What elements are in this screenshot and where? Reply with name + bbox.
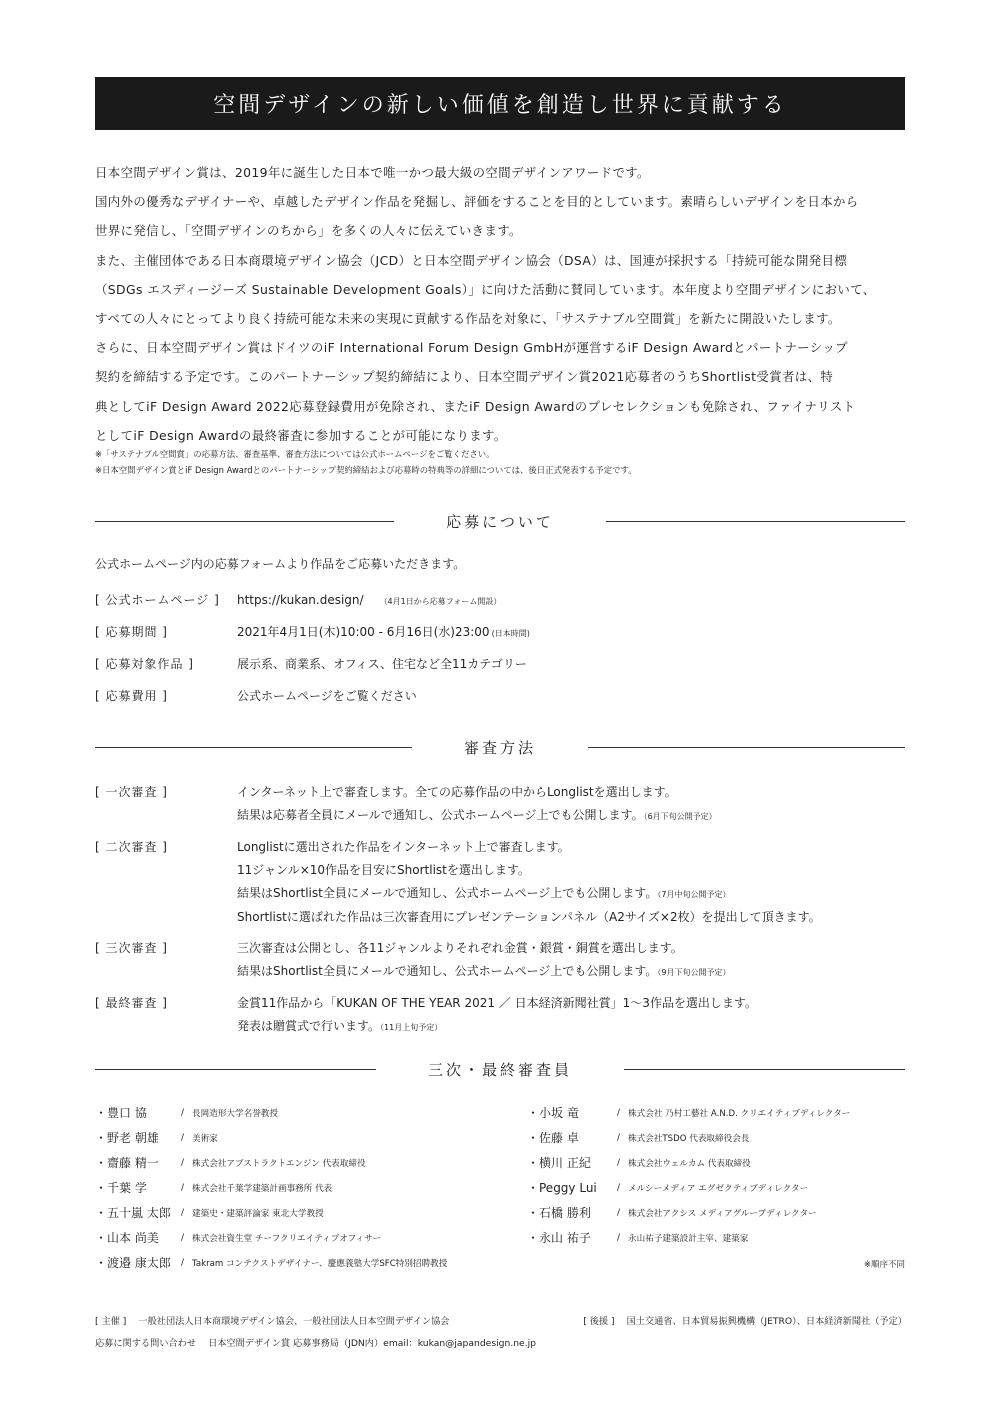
application-lead: 公式ホームページ内の応募フォームより作品をご応募いただきます。	[95, 557, 466, 571]
stage-line: 11ジャンル×10作品を目安にShortlistを選出します。	[237, 863, 530, 877]
application-row	[95, 591, 907, 623]
intro-line: （SDGs エスディージーズ Sustainable Development Goals）」に向けた活動に賛同しています。本年度より空間デザインにおいて、	[95, 281, 876, 297]
row-label: [ 公式ホームページ ]	[95, 593, 220, 607]
judge-item: ・小坂 竜 / 株式会社 乃村工藝社 A.N.D. クリエイティブディレクター	[527, 1106, 851, 1120]
banner-title: 空間デザインの新しい価値を創造し世界に貢献する	[95, 77, 905, 130]
divider-line	[95, 521, 394, 522]
judge-role: 株式会社資生堂 チーフクリエイティブオフィサー	[192, 1233, 382, 1244]
support-info: [ 後援 ] 国土交通省、日本貿易振興機構（JETRO）、日本経済新聞社（予定）	[583, 1316, 907, 1327]
judge-role: メルシーメディア エグゼクティブディレクター	[628, 1183, 809, 1194]
row-label: [ 応募費用 ]	[95, 689, 168, 703]
intro-line: としてiF Design Awardの最終審査に参加することが可能になります。	[95, 427, 507, 443]
intro-line: 典としてiF Design Award 2022応募登録費用が免除され、またiF Design Awardのプレセレクションも免除され、ファイナリスト	[95, 398, 856, 414]
application-row	[95, 687, 907, 719]
section-title: 審査方法	[464, 738, 537, 757]
stage-line: 結果はShortlist全員にメールで通知し、公式ホームページ上でも公開します。（7月中旬公開予定）	[237, 886, 731, 900]
judge-role: 株式会社TSDO 代表取締役会長	[628, 1133, 750, 1144]
divider-line	[624, 1069, 905, 1070]
judge-role: 株式会社千葉学建築計画事務所 代表	[192, 1183, 333, 1194]
section-title: 応募について	[446, 512, 554, 531]
footnotes	[95, 446, 907, 478]
judge-item: ・永山 祐子 / 永山祐子建築設計主宰、建築家	[527, 1231, 749, 1245]
divider-line	[95, 1069, 376, 1070]
judge-role: Takram コンテクストデザイナー、慶應義塾大学SFC特別招聘教授	[192, 1258, 448, 1269]
homepage-link[interactable]: https://kukan.design/	[237, 593, 364, 607]
review-stage	[95, 992, 907, 1039]
judge-item: ・佐藤 卓 / 株式会社TSDO 代表取締役会長	[527, 1131, 750, 1145]
intro-line: 契約を締結する予定です。このパートナーシップ契約締結により、日本空間デザイン賞2021応募者のうちShortlist受賞者は、特	[95, 369, 834, 385]
row-note: (日本時間)	[491, 629, 530, 638]
intro-line: 世界に発信し、「空間デザインのちから」を多くの人々に伝えていきます。	[95, 223, 522, 239]
intro-line: 日本空間デザイン賞は、2019年に誕生した日本で唯一かつ最大級の空間デザインアワードです。	[95, 165, 650, 180]
judge-name: ・山本 尚美	[95, 1231, 159, 1245]
row-value: 展示系、商業系、オフィス、住宅など全11カテゴリー	[237, 657, 527, 671]
judge-name: ・渡邉 康太郎	[95, 1256, 171, 1270]
judges-right-column	[527, 1100, 850, 1250]
review-stage	[95, 836, 907, 929]
divider-line	[95, 747, 412, 748]
judge-name: ・五十嵐 太郎	[95, 1206, 171, 1220]
row-value: 公式ホームページをご覧ください	[237, 689, 417, 703]
judge-name: ・小坂 竜	[527, 1106, 579, 1120]
divider-line	[606, 521, 905, 522]
footnote: ※「サステナブル空間賞」の応募方法、審査基準、審査方法については公式ホームページをご覧ください。	[95, 449, 495, 459]
stage-line: 発表は贈賞式で行います。（11月上旬予定）	[237, 1019, 443, 1033]
judge-role: 株式会社アクシス メディアグループディレクター	[628, 1208, 817, 1219]
judge-item: ・Peggy Lui / メルシーメディア エグゼクティブディレクター	[527, 1181, 809, 1195]
judge-role: 建築史・建築評論家 東北大学教授	[192, 1208, 324, 1219]
review-stage	[95, 781, 907, 828]
stage-line: インターネット上で審査します。全ての応募作品の中からLonglistを選出します。	[237, 785, 677, 799]
order-note: ※順序不同	[863, 1260, 905, 1270]
stage-line: 三次審査は公開とし、各11ジャンルよりそれぞれ金賞・銀賞・銅賞を選出します。	[237, 941, 683, 955]
contact-info: 応募に関する問い合わせ 日本空間デザイン賞 応募事務局（JDN内）email：kukan@japandesign.ne.jp	[95, 1338, 537, 1349]
judge-item: ・野老 朝雄 / 美術家	[95, 1131, 218, 1145]
review-list	[95, 781, 907, 1047]
row-label: [ 応募対象作品 ]	[95, 657, 194, 671]
review-stage	[95, 937, 907, 984]
judge-role: 株式会社 乃村工藝社 A.N.D. クリエイティブディレクター	[628, 1108, 851, 1119]
stage-line: 結果はShortlist全員にメールで通知し、公式ホームページ上でも公開します。（9月下旬公開予定）	[237, 964, 731, 978]
application-list	[95, 591, 907, 719]
intro-line: 国内外の優秀なデザイナーや、卓越したデザイン作品を発掘し、評価をすることを目的としています。素晴らしいデザインを日本から	[95, 194, 859, 210]
stage-line: 結果は応募者全員にメールで通知し、公式ホームページ上でも公開します。（6月下旬公開予定）	[237, 808, 717, 822]
review-heading	[95, 737, 905, 757]
divider-line	[588, 747, 905, 748]
judge-name: ・石橋 勝利	[527, 1206, 591, 1220]
stage-label: [ 一次審査 ]	[95, 785, 168, 799]
footer	[95, 1313, 907, 1349]
judge-role: 株式会社ウェルカム 代表取締役	[628, 1158, 751, 1169]
organizer-info: [ 主催 ] 一般社団法人日本商環境デザイン協会、一般社団法人日本空間デザイン協会	[95, 1316, 450, 1327]
judges-heading	[95, 1059, 905, 1079]
judge-role: 長岡造形大学名誉教授	[192, 1108, 278, 1119]
intro-line: さらに、日本空間デザイン賞はドイツのiF International Forum Design GmbHが運営するiF Design Awardとパートナーシップ	[95, 340, 848, 356]
stage-label: [ 三次審査 ]	[95, 941, 168, 955]
stage-line: Shortlistに選ばれた作品は三次審査用にプレゼンテーションパネル（A2サイズ×2枚）を提出して頂きます。	[237, 910, 821, 924]
stage-label: [ 二次審査 ]	[95, 840, 168, 854]
row-value: 2021年4月1日(木)10:00 - 6月16日(水)23:00	[237, 625, 490, 639]
row-label: [ 応募期間 ]	[95, 625, 168, 639]
footnote: ※日本空間デザイン賞とiF Design Awardとのパートナーシップ契約締結および応募時の特典等の詳細については、後日正式発表する予定です。	[95, 465, 637, 475]
judge-name: ・横川 正紀	[527, 1156, 591, 1170]
judge-item: ・山本 尚美 / 株式会社資生堂 チーフクリエイティブオフィサー	[95, 1231, 382, 1245]
judge-item: ・横川 正紀 / 株式会社ウェルカム 代表取締役	[527, 1156, 751, 1170]
judge-name: ・齋藤 精一	[95, 1156, 159, 1170]
judge-item: ・石橋 勝利 / 株式会社アクシス メディアグループディレクター	[527, 1206, 817, 1220]
judge-item: ・豊口 協 / 長岡造形大学名誉教授	[95, 1106, 278, 1120]
judge-name: ・永山 祐子	[527, 1231, 591, 1245]
judge-name: ・野老 朝雄	[95, 1131, 159, 1145]
stage-label: [ 最終審査 ]	[95, 996, 168, 1010]
intro-line: すべての人々にとってより良く持続可能な未来の実現に貢献する作品を対象に、「サステナブル空間賞」を新たに開設いたします。	[95, 311, 841, 327]
judges-left-column	[95, 1100, 447, 1275]
judge-name: ・千葉 学	[95, 1181, 147, 1195]
stage-line: Longlistに選出された作品をインターネット上で審査します。	[237, 840, 570, 854]
row-note: （4月1日から応募フォーム開設）	[379, 597, 502, 606]
application-row	[95, 623, 907, 655]
judge-name: ・佐藤 卓	[527, 1131, 579, 1145]
judge-item: ・渡邉 康太郎 / Takram コンテクストデザイナー、慶應義塾大学SFC特別招聘教授	[95, 1256, 448, 1270]
judge-role: 美術家	[192, 1133, 218, 1144]
judge-item: ・齋藤 精一 / 株式会社アブストラクトエンジン 代表取締役	[95, 1156, 366, 1170]
intro-line: また、主催団体である日本商環境デザイン協会（JCD）と日本空間デザイン協会（DSA）は、国連が採択する「持続可能な開発目標	[95, 252, 848, 268]
judge-name: ・Peggy Lui	[527, 1181, 597, 1195]
section-title: 三次・最終審査員	[428, 1060, 573, 1079]
application-row	[95, 655, 907, 687]
judge-role: 永山祐子建築設計主宰、建築家	[628, 1233, 749, 1244]
application-heading	[95, 511, 905, 531]
intro-text	[95, 158, 907, 450]
judge-item: ・千葉 学 / 株式会社千葉学建築計画事務所 代表	[95, 1181, 333, 1195]
stage-line: 金賞11作品から「KUKAN OF THE YEAR 2021 ／ 日本経済新聞社賞」1〜3作品を選出します。	[237, 996, 757, 1010]
judge-role: 株式会社アブストラクトエンジン 代表取締役	[192, 1158, 366, 1169]
judge-name: ・豊口 協	[95, 1106, 147, 1120]
judge-item: ・五十嵐 太郎 / 建築史・建築評論家 東北大学教授	[95, 1206, 324, 1220]
contact-email[interactable]: 日本空間デザイン賞 応募事務局（JDN内）email：kukan@japandesign.ne.jp	[208, 1338, 537, 1349]
